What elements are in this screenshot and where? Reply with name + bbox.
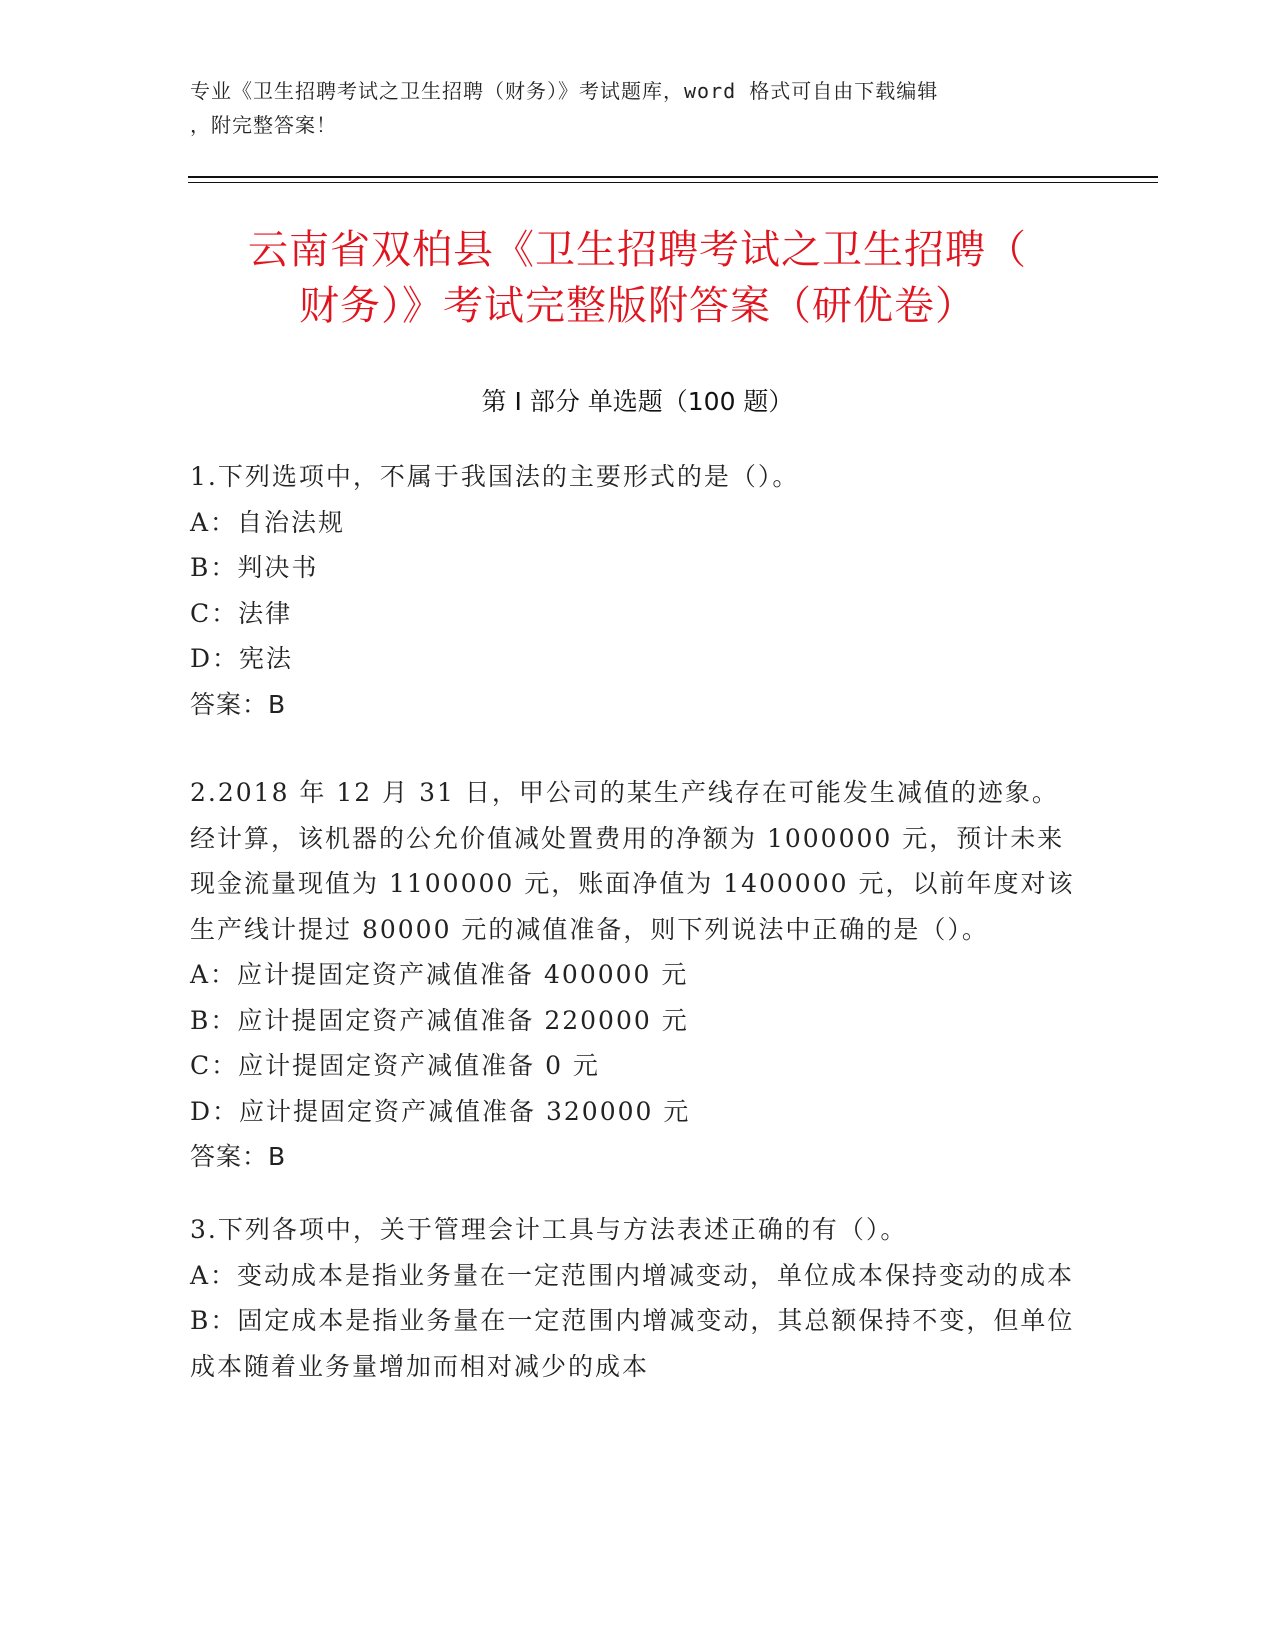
section-heading: 第 I 部分 单选题（100 题） — [481, 387, 794, 416]
document-title — [160, 222, 1115, 334]
header-note-line-2: ，附完整答案！ — [190, 113, 337, 137]
document-title-line-2: 财务）》考试完整版附答案（研优卷） — [299, 283, 976, 329]
question-stem: 3.下列各项中，关于管理会计工具与方法表述正确的有（）。 — [190, 1215, 908, 1244]
option-a: A：自治法规 — [190, 507, 346, 537]
header-divider-thin — [188, 182, 1158, 183]
document-title-line-1: 云南省双柏县《卫生招聘考试之卫生招聘（ — [248, 227, 1027, 273]
option-c: C：应计提固定资产减值准备 0 元 — [190, 1051, 600, 1080]
option-a: A：变动成本是指业务量在一定范围内增减变动，单位成本保持变动的成本 — [190, 1260, 1075, 1290]
option-b: B：判决书 — [190, 553, 319, 582]
option-b: B：固定成本是指业务量在一定范围内增减变动，其总额保持不变，但单位成本随着业务量增加而相对减少的成本 — [190, 1306, 1075, 1381]
header-note — [190, 74, 1070, 142]
question-stem: 2.2018 年 12 月 31 日，甲公司的某生产线存在可能发生减值的迹象。经计算，该机器的公允价值减处置费用的净额为 1000000 元，预计未来现金流量现值为 1100000 元，账面净值为 1400000 元，以前年度对该生产线计提过 80000 元的减值准备，则下列说法中正确的是（）。 — [190, 778, 1075, 944]
header-note-line-1: 专业《卫生招聘考试之卫生招聘（财务）》考试题库，word 格式可自由下载编辑 — [190, 79, 939, 103]
answer-label: 答案：B — [190, 689, 287, 719]
option-b: B：应计提固定资产减值准备 220000 元 — [190, 1005, 689, 1035]
question-stem: 1.下列选项中，不属于我国法的主要形式的是（）。 — [190, 462, 800, 491]
answer-label: 答案：B — [190, 1142, 287, 1171]
option-d: D：应计提固定资产减值准备 320000 元 — [190, 1096, 691, 1126]
option-d: D：宪法 — [190, 644, 294, 673]
question-2 — [190, 770, 1080, 1180]
header-divider-thick — [188, 176, 1158, 178]
question-1 — [190, 454, 1080, 727]
question-3 — [190, 1207, 1080, 1389]
option-a: A：应计提固定资产减值准备 400000 元 — [190, 960, 689, 989]
option-c: C：法律 — [190, 598, 293, 628]
